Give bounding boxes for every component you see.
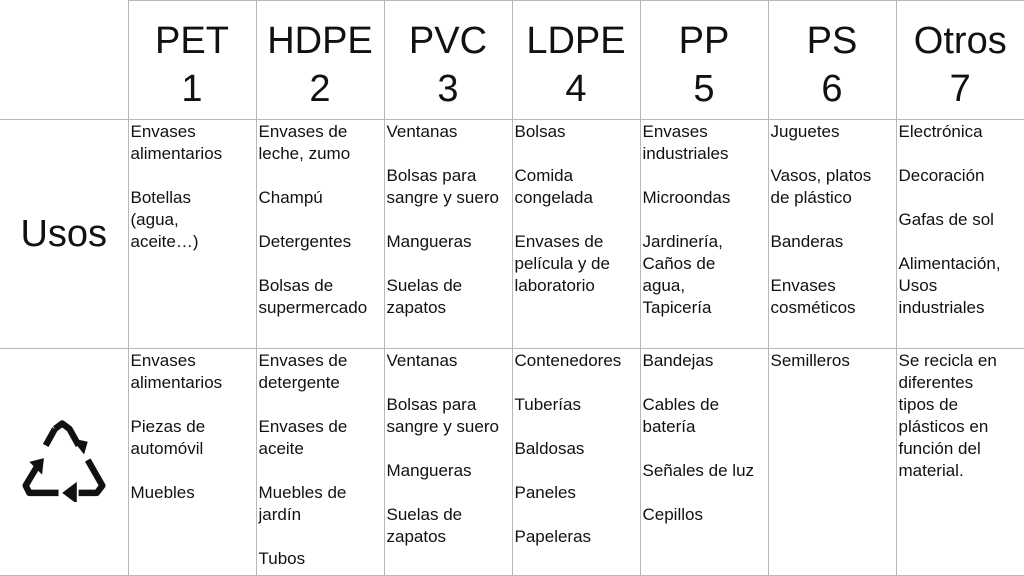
usos-row-label — [0, 120, 128, 349]
usos-row — [0, 120, 1024, 349]
cell-item: Cepillos — [642, 505, 703, 524]
plastic-code: PET — [155, 20, 229, 62]
cell-item: Detergentes — [258, 232, 352, 251]
col-header-pet — [128, 1, 256, 120]
col-header-ps — [768, 1, 896, 120]
cell-item: Banderas — [770, 232, 844, 251]
cell-item: Ventanas — [386, 122, 458, 141]
cell-item: Envases industriales — [642, 122, 729, 163]
usos-label: Usos — [20, 212, 108, 255]
usos-cell — [128, 120, 256, 349]
cell-item: Mangueras — [386, 461, 472, 480]
cell-item: Suelas de zapatos — [386, 276, 463, 317]
cell-item: Ventanas — [386, 351, 458, 370]
reciclaje-row — [0, 349, 1024, 576]
cell-item: Piezas de automóvil — [130, 417, 206, 458]
cell-item: Envases alimentarios — [130, 122, 223, 163]
cell-item: Envases de detergente — [258, 351, 348, 392]
header-row — [0, 1, 1024, 120]
cell-item: Baldosas — [514, 439, 585, 458]
recycle-row-label — [0, 349, 128, 576]
plastic-code: PS — [806, 20, 858, 62]
cell-item: Jardinería, Caños de agua, Tapicería — [642, 232, 723, 317]
reciclaje-cell — [128, 349, 256, 576]
cell-item: Cables de batería — [642, 395, 720, 436]
corner-cell — [0, 1, 128, 120]
usos-cell — [512, 120, 640, 349]
plastic-number: 7 — [949, 68, 971, 110]
col-header-hdpe — [256, 1, 384, 120]
cell-item: Envases cosméticos — [770, 276, 856, 317]
plastic-code: Otros — [913, 20, 1007, 62]
cell-item: Botellas (agua, aceite…) — [130, 188, 199, 251]
cell-item: Semilleros — [770, 351, 850, 370]
plastic-number: 4 — [565, 68, 587, 110]
reciclaje-cell — [896, 349, 1024, 576]
cell-item: Electrónica — [898, 122, 983, 141]
recycle-icon — [18, 418, 110, 502]
cell-item: Envases alimentarios — [130, 351, 223, 392]
col-header-otros — [896, 1, 1024, 120]
plastic-number: 1 — [181, 68, 203, 110]
cell-item: Bolsas para sangre y suero — [386, 395, 499, 436]
cell-item: Champú — [258, 188, 323, 207]
usos-cell — [768, 120, 896, 349]
cell-item: Comida congelada — [514, 166, 593, 207]
cell-item: Gafas de sol — [898, 210, 994, 229]
cell-item: Muebles — [130, 483, 195, 502]
cell-item: Mangueras — [386, 232, 472, 251]
cell-item: Vasos, platos de plástico — [770, 166, 872, 207]
plastic-code: HDPE — [267, 20, 373, 62]
plastic-code: PP — [678, 20, 730, 62]
cell-item: Microondas — [642, 188, 731, 207]
cell-item: Papeleras — [514, 527, 592, 546]
cell-item: Muebles de jardín — [258, 483, 347, 524]
cell-item: Suelas de zapatos — [386, 505, 463, 546]
col-header-pp — [640, 1, 768, 120]
col-header-pvc — [384, 1, 512, 120]
cell-item: Juguetes — [770, 122, 840, 141]
reciclaje-cell — [384, 349, 512, 576]
usos-cell — [896, 120, 1024, 349]
plastic-number: 2 — [309, 68, 331, 110]
cell-item: Bandejas — [642, 351, 714, 370]
usos-cell — [640, 120, 768, 349]
cell-item: Contenedores — [514, 351, 622, 370]
reciclaje-cell — [256, 349, 384, 576]
plastic-number: 3 — [437, 68, 459, 110]
plastic-code: PVC — [408, 20, 488, 62]
reciclaje-cell — [768, 349, 896, 576]
cell-item: Decoración — [898, 166, 985, 185]
cell-item: Bolsas para sangre y suero — [386, 166, 499, 207]
cell-item: Bolsas de supermercado — [258, 276, 368, 317]
cell-item: Envases de aceite — [258, 417, 348, 458]
cell-item: Bolsas — [514, 122, 566, 141]
cell-item: Paneles — [514, 483, 576, 502]
col-header-ldpe — [512, 1, 640, 120]
usos-cell — [256, 120, 384, 349]
cell-item: Tuberías — [514, 395, 581, 414]
cell-item: Tubos — [258, 549, 306, 568]
plastic-number: 5 — [693, 68, 715, 110]
cell-item: Se recicla en diferentes tipos de plásticos en función del material. — [898, 351, 997, 480]
cell-item: Envases de leche, zumo — [258, 122, 351, 163]
cell-item: Alimentación, Usos industriales — [898, 254, 1001, 317]
cell-item: Señales de luz — [642, 461, 755, 480]
usos-cell — [384, 120, 512, 349]
cell-item: Envases de película y de laboratorio — [514, 232, 610, 295]
plastic-number: 6 — [821, 68, 843, 110]
plastic-code: LDPE — [526, 20, 626, 62]
reciclaje-cell — [512, 349, 640, 576]
reciclaje-cell — [640, 349, 768, 576]
